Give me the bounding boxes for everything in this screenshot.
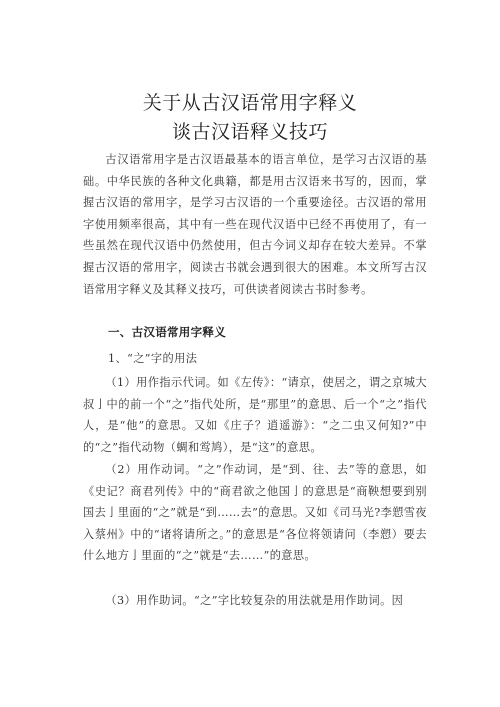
paragraph-item-2: （2）用作动词。“之”作动词，是“到、往、去”等的意思，如《史记？商君列传》中的“商君欲之他国亅的意思是“商鞅想要到别国去亅里面的“之”就是“到……去”的意思。又如《司马光?李愬雪夜入蔡州》中的“诸将请所之。”的意思是“各位将领请问（李愬）要去什么地方亅里面的“之”就是“去……”的意思。 (83, 463, 427, 563)
paragraph-item-3: （3）用作助词。“之”字比较复杂的用法就是用作助词。因 (105, 594, 404, 607)
document-title-line-2: 谈古汉语释义技巧 (171, 121, 328, 143)
intro-paragraph: 古汉语常用字是古汉语最基本的语言单位，是学习古汉语的基础。中华民族的各种文化典籍，都是用古汉语来书写的，因而，掌握古汉语的常用字，是学习古汉语的一个重要途径。古汉语的常用字使用频率很高，其中有一些在现代汉语中已经不再使用了，有一些虽然在现代汉语中仍然使用，但古今词义却存在较大差异。不掌握古汉语的常用字，阅读古书就会遇到很大的困难。本文所写古汉语常用字释义及其释义技巧，可供读者阅读古书时参考。 (83, 153, 427, 296)
paragraph-item-1: （1）用作指示代词。如《左传》：“请京，使居之，谓之京城大叔亅中的前一个“之”指代处所，是“那里”的意思、后一个“之”指代人，是“他”的意思。又如《庄子？逍遥游》：“之二虫又何知?”中的“之”指代动物（蜩和鸴鸠），是“这”的意思。 (83, 376, 427, 454)
document-title-line-1: 关于从古汉语常用字释义 (142, 92, 358, 114)
subsection-heading: 1、“之”字的用法 (108, 352, 198, 365)
section-heading: 一、古汉语常用字释义 (108, 325, 226, 339)
